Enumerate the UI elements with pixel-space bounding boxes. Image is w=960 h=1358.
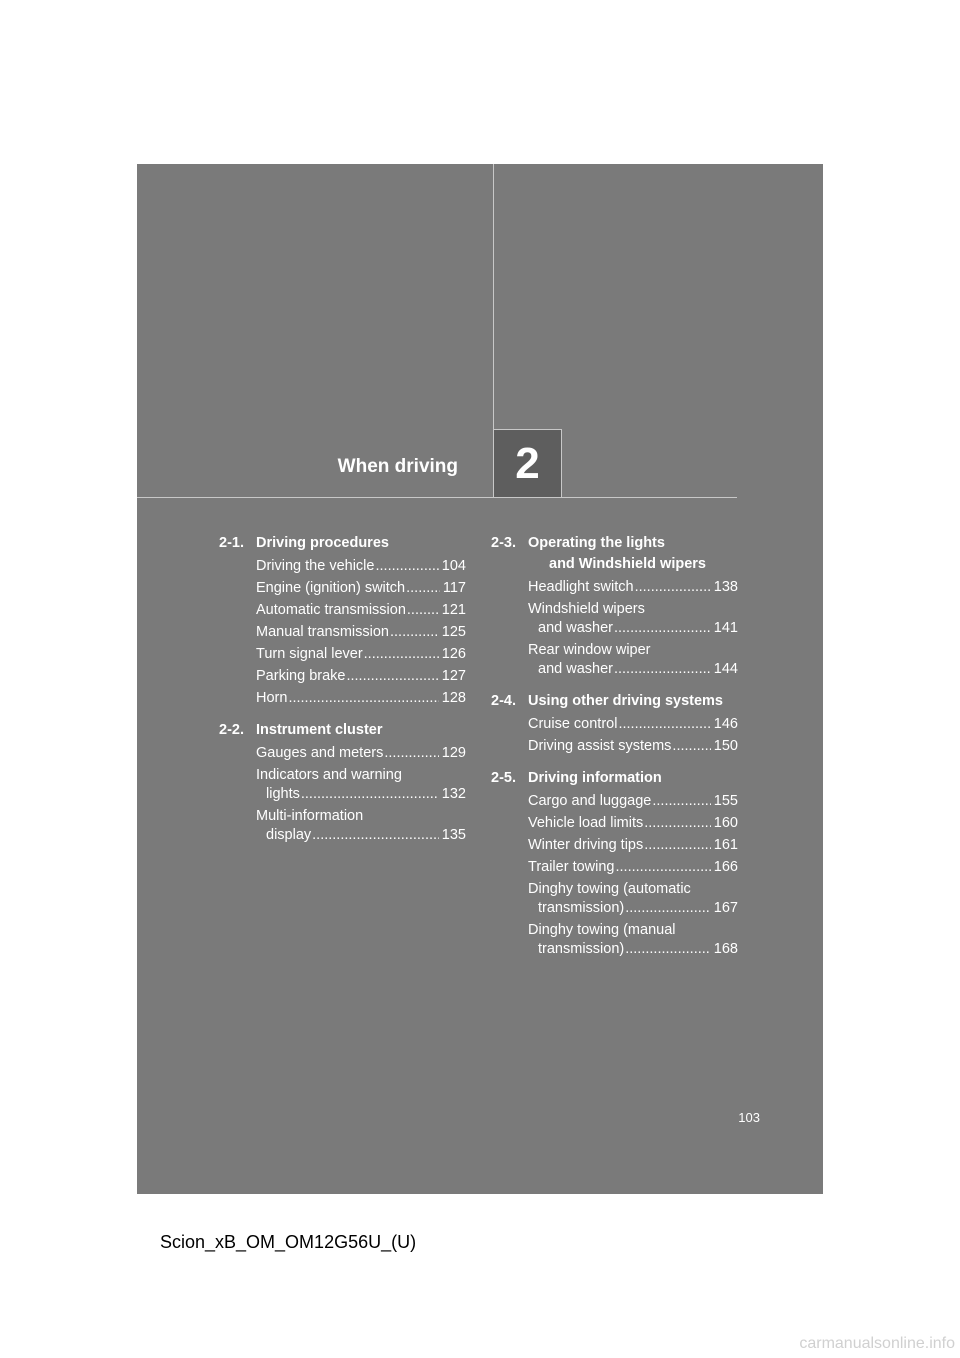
chapter-title: When driving bbox=[337, 456, 458, 477]
toc-entry bbox=[256, 766, 466, 804]
toc-page-number: 104 bbox=[441, 558, 466, 574]
toc-column-right bbox=[491, 533, 738, 959]
toc-entry bbox=[256, 557, 466, 576]
toc-entry-line bbox=[256, 826, 466, 845]
dot-leader bbox=[614, 660, 711, 679]
toc-entry-line bbox=[528, 715, 738, 734]
toc-entry bbox=[528, 600, 738, 638]
watermark: carmanualsonline.info bbox=[799, 1335, 955, 1352]
dot-leader bbox=[407, 601, 439, 620]
toc-entry-line bbox=[256, 579, 466, 598]
toc-entry bbox=[256, 667, 466, 686]
dot-leader bbox=[618, 715, 710, 734]
toc-entry bbox=[528, 880, 738, 918]
dot-leader bbox=[625, 899, 711, 918]
toc-entry-line bbox=[528, 578, 738, 597]
toc-entry-text: Turn signal lever bbox=[256, 646, 363, 662]
section-number: 2-5. bbox=[491, 770, 516, 786]
section-title-continued: and Windshield wipers bbox=[549, 556, 706, 572]
toc-entry bbox=[256, 807, 466, 845]
toc-page-number: 138 bbox=[713, 579, 738, 595]
toc-entry-text: Indicators and warning bbox=[256, 767, 402, 783]
dot-leader bbox=[375, 557, 438, 576]
toc-entry-text: Vehicle load limits bbox=[528, 815, 644, 831]
toc-entry-line bbox=[528, 940, 738, 959]
toc-page-number: 168 bbox=[713, 941, 738, 957]
toc-entry-line bbox=[528, 619, 738, 638]
toc-entry-line bbox=[256, 785, 466, 804]
toc-entry-line bbox=[256, 689, 466, 708]
toc-entry-text: Multi-information bbox=[256, 808, 364, 824]
toc-entry-text: Automatic transmission bbox=[256, 602, 406, 618]
section-heading bbox=[491, 691, 738, 712]
section-heading bbox=[219, 533, 466, 554]
toc-page-number: 155 bbox=[713, 793, 738, 809]
toc-entry-text: Dinghy towing (manual bbox=[528, 922, 676, 938]
toc-entry bbox=[528, 814, 738, 833]
toc-page-number: 128 bbox=[441, 690, 466, 706]
toc-entry-line bbox=[528, 600, 738, 619]
toc-page-number: 150 bbox=[713, 738, 738, 754]
toc-entry bbox=[256, 645, 466, 664]
dot-leader bbox=[644, 814, 711, 833]
section-title: Driving procedures bbox=[256, 535, 389, 551]
toc-page-number: 144 bbox=[713, 661, 738, 677]
dot-leader bbox=[384, 744, 438, 763]
toc-page-number: 166 bbox=[713, 859, 738, 875]
toc-page-number: 160 bbox=[713, 815, 738, 831]
dot-leader bbox=[672, 737, 710, 756]
dot-leader bbox=[644, 836, 711, 855]
toc-entry-text: Headlight switch bbox=[528, 579, 634, 595]
toc-entry-line bbox=[528, 641, 738, 660]
section-number: 2-3. bbox=[491, 535, 516, 551]
toc-entry bbox=[528, 715, 738, 734]
dot-leader bbox=[301, 785, 439, 804]
toc-page-number: 125 bbox=[441, 624, 466, 640]
toc-entry bbox=[528, 921, 738, 959]
toc-entry-text: Trailer towing bbox=[528, 859, 615, 875]
toc-section bbox=[219, 533, 466, 708]
dot-leader bbox=[652, 792, 710, 811]
toc-page-number: 121 bbox=[441, 602, 466, 618]
toc-column-left bbox=[219, 533, 466, 845]
toc-entry bbox=[256, 579, 466, 598]
toc-entry bbox=[256, 689, 466, 708]
toc-entry bbox=[528, 858, 738, 877]
toc-section bbox=[491, 533, 738, 679]
toc-page-number: 135 bbox=[441, 827, 466, 843]
toc-entry-text: Dinghy towing (automatic bbox=[528, 881, 691, 897]
section-heading bbox=[219, 720, 466, 741]
toc-entry-text: Horn bbox=[256, 690, 288, 706]
section-title: Operating the lights bbox=[528, 535, 665, 551]
toc-entry-line bbox=[528, 792, 738, 811]
dot-leader bbox=[346, 667, 438, 686]
toc-entry-text: Manual transmission bbox=[256, 624, 389, 640]
section-number: 2-2. bbox=[219, 722, 244, 738]
dot-leader bbox=[616, 858, 711, 877]
dot-leader bbox=[406, 579, 440, 598]
toc-entry-text: lights bbox=[266, 786, 300, 802]
toc-entry-text: Engine (ignition) switch bbox=[256, 580, 406, 596]
toc-entry-text: Winter driving tips bbox=[528, 837, 644, 853]
toc-entry-text: transmission) bbox=[538, 900, 625, 916]
toc-entry-text: Rear window wiper bbox=[528, 642, 651, 658]
dot-leader bbox=[390, 623, 439, 642]
toc-entry-text: display bbox=[266, 827, 312, 843]
toc-page-number: 126 bbox=[441, 646, 466, 662]
toc-entry-line bbox=[528, 814, 738, 833]
toc-entry bbox=[528, 578, 738, 597]
toc-entry-text: Gauges and meters bbox=[256, 745, 384, 761]
toc-entry-line bbox=[256, 645, 466, 664]
toc-entry-text: Cargo and luggage bbox=[528, 793, 652, 809]
toc-entry-text: Driving the vehicle bbox=[256, 558, 375, 574]
toc-entry-text: Windshield wipers bbox=[528, 601, 645, 617]
section-title: Instrument cluster bbox=[256, 722, 383, 738]
section-number: 2-4. bbox=[491, 693, 516, 709]
toc-entry bbox=[528, 737, 738, 756]
toc-page-number: 141 bbox=[713, 620, 738, 636]
dot-leader bbox=[625, 940, 711, 959]
toc-section bbox=[491, 768, 738, 959]
toc-page-number: 127 bbox=[441, 668, 466, 684]
toc-entry-line bbox=[528, 880, 738, 899]
toc-entry bbox=[256, 744, 466, 763]
toc-entry bbox=[528, 792, 738, 811]
toc-entry-text: Cruise control bbox=[528, 716, 618, 732]
toc-page-number: 132 bbox=[441, 786, 466, 802]
section-title: Driving information bbox=[528, 770, 662, 786]
toc-page-number: 167 bbox=[713, 900, 738, 916]
toc-entry-line bbox=[256, 667, 466, 686]
toc-entry-text: Parking brake bbox=[256, 668, 346, 684]
dot-leader bbox=[288, 689, 438, 708]
toc-entry-line bbox=[256, 601, 466, 620]
document-footer-id: Scion_xB_OM_OM12G56U_(U) bbox=[160, 1232, 417, 1252]
toc-entry-line bbox=[256, 623, 466, 642]
toc-entry bbox=[528, 641, 738, 679]
toc-entry bbox=[256, 601, 466, 620]
section-heading bbox=[491, 768, 738, 789]
section-heading bbox=[491, 533, 738, 575]
toc-page-number: 117 bbox=[442, 580, 466, 596]
section-number: 2-1. bbox=[219, 535, 244, 551]
toc-entry-line bbox=[256, 557, 466, 576]
toc-entry-line bbox=[256, 807, 466, 826]
toc-entry-text: Driving assist systems bbox=[528, 738, 672, 754]
horizontal-divider bbox=[137, 497, 737, 498]
toc-entry-line bbox=[256, 766, 466, 785]
toc-section bbox=[219, 720, 466, 845]
toc-page-number: 161 bbox=[713, 837, 738, 853]
section-title: Using other driving systems bbox=[528, 693, 723, 709]
dot-leader bbox=[364, 645, 439, 664]
toc-entry bbox=[256, 623, 466, 642]
toc-page-number: 129 bbox=[441, 745, 466, 761]
toc-entry-line bbox=[528, 858, 738, 877]
toc-entry bbox=[528, 836, 738, 855]
dot-leader bbox=[312, 826, 439, 845]
dot-leader bbox=[635, 578, 711, 597]
toc-entry-line bbox=[528, 660, 738, 679]
toc-entry-line bbox=[528, 899, 738, 918]
toc-entry-line bbox=[256, 744, 466, 763]
toc-entry-text: transmission) bbox=[538, 941, 625, 957]
chapter-number-tab: 2 bbox=[493, 429, 562, 497]
toc-entry-text: and washer bbox=[538, 620, 613, 636]
toc-entry-text: and washer bbox=[538, 661, 613, 677]
dot-leader bbox=[614, 619, 711, 638]
toc-section bbox=[491, 691, 738, 756]
toc-entry-line bbox=[528, 737, 738, 756]
page-number: 103 bbox=[738, 1110, 760, 1125]
toc-entry-line bbox=[528, 836, 738, 855]
toc-entry-line bbox=[528, 921, 738, 940]
toc-page-number: 146 bbox=[713, 716, 738, 732]
